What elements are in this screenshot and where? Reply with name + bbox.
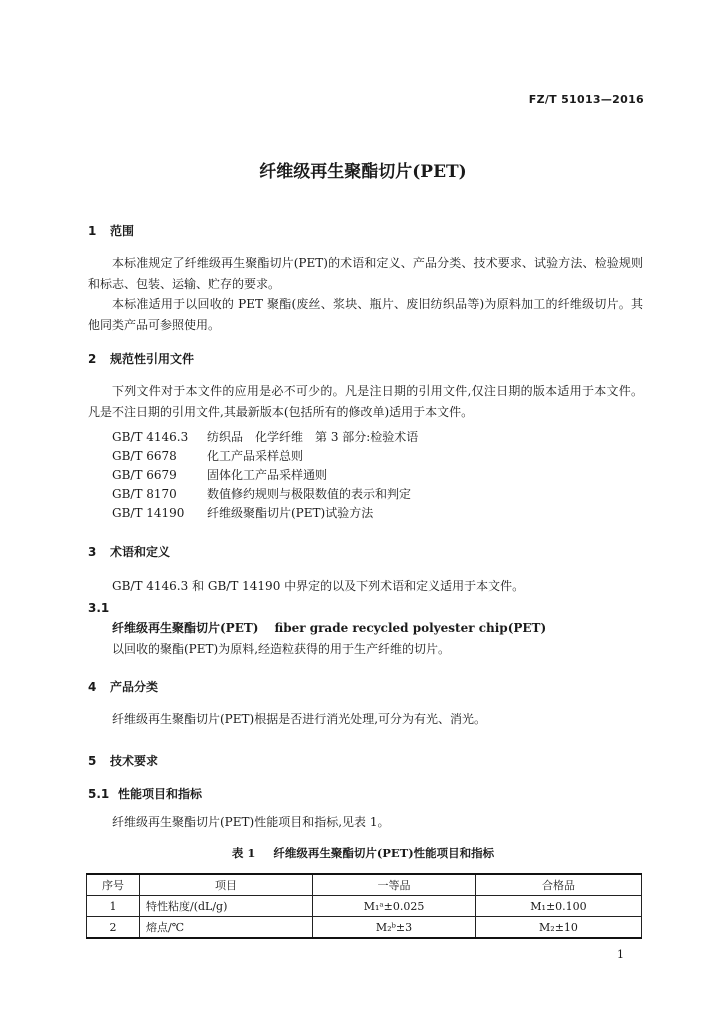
section-1-paragraph-1: 本标准规定了纤维级再生聚酯切片(PET)的术语和定义、产品分类、技术要求、试验方法、检验规则和标志、包装、运输、贮存的要求。: [88, 256, 643, 291]
term-chinese: 纤维级再生聚酯切片(PET): [112, 621, 259, 635]
table-cell: M₁±0.100: [476, 896, 642, 917]
header-cell-item: 项目: [140, 874, 313, 896]
section-3-number: 3: [88, 545, 97, 559]
section-3-heading: [88, 543, 170, 560]
header-cell-first-grade: 一等品: [313, 874, 476, 896]
document-title: 纤维级再生聚酯切片(PET): [259, 162, 467, 182]
table-row: [87, 896, 642, 917]
table-caption-title: 纤维级再生聚酯切片(PET)性能项目和指标: [273, 846, 495, 860]
table-header-row: [87, 874, 642, 896]
term-definition: 以回收的聚酯(PET)为原料,经造粒获得的用于生产纤维的切片。: [112, 642, 451, 656]
table-cell: 熔点/℃: [140, 917, 313, 939]
section-2-heading: [88, 350, 194, 367]
reference-code: GB/T 8170: [112, 487, 177, 501]
reference-title: 纺织品 化学纤维 第 3 部分:检验术语: [207, 430, 419, 444]
standard-code: FZ/T 51013—2016: [528, 93, 644, 106]
subsection-5-1-heading: [88, 785, 202, 802]
reference-title: 数值修约规则与极限数值的表示和判定: [207, 487, 412, 501]
term-english: fiber grade recycled polyester chip(PET): [274, 621, 547, 635]
table-caption: [0, 845, 726, 861]
reference-code: GB/T 6678: [112, 449, 177, 463]
section-3-title: 术语和定义: [110, 545, 171, 559]
section-2-title: 规范性引用文件: [110, 352, 195, 366]
section-4-heading: [88, 678, 158, 695]
subsection-3-1-number: 3.1: [88, 601, 110, 615]
section-1-heading: [88, 222, 134, 239]
section-4-paragraph-1: 纤维级再生聚酯切片(PET)根据是否进行消光处理,可分为有光、消光。: [112, 712, 487, 726]
section-5-title: 技术要求: [110, 754, 159, 768]
section-4-title: 产品分类: [110, 680, 159, 694]
table-row: [87, 917, 642, 939]
reference-title: 固体化工产品采样通则: [207, 468, 328, 482]
section-1-number: 1: [88, 224, 97, 238]
section-2-paragraph-1: 下列文件对于本文件的应用是必不可少的。凡是注日期的引用文件,仅注日期的版本适用于本文件。凡是不注日期的引用文件,其最新版本(包括所有的修改单)适用于本文件。: [88, 384, 643, 419]
performance-table: [86, 873, 642, 939]
section-5-number: 5: [88, 754, 97, 768]
reference-code: GB/T 4146.3: [112, 430, 189, 444]
section-3-paragraph-1: GB/T 4146.3 和 GB/T 14190 中界定的以及下列术语和定义适用于本文件。: [112, 579, 525, 593]
term-entry: [112, 619, 546, 636]
reference-item: [112, 466, 327, 483]
reference-item: [112, 447, 303, 464]
reference-code: GB/T 14190: [112, 506, 185, 520]
reference-title: 纤维级聚酯切片(PET)试验方法: [207, 506, 374, 520]
page-number: 1: [617, 948, 624, 961]
subsection-5-1-number: 5.1: [88, 787, 110, 801]
table-cell: M₂±10: [476, 917, 642, 939]
header-cell-index: 序号: [87, 874, 140, 896]
table-cell: 2: [87, 917, 140, 939]
reference-item: [112, 485, 411, 502]
section-2-number: 2: [88, 352, 97, 366]
table-cell: 特性粘度/(dL/g): [140, 896, 313, 917]
reference-item: [112, 504, 373, 521]
section-5-heading: [88, 752, 158, 769]
table-caption-number: 表 1: [231, 846, 256, 860]
reference-item: [112, 428, 418, 445]
section-4-number: 4: [88, 680, 97, 694]
table-cell: M₂ᵇ±3: [313, 917, 476, 939]
reference-code: GB/T 6679: [112, 468, 177, 482]
subsection-5-1-title: 性能项目和指标: [118, 787, 203, 801]
table-cell: M₁ᵃ±0.025: [313, 896, 476, 917]
table-cell: 1: [87, 896, 140, 917]
section-1-paragraph-2: 本标准适用于以回收的 PET 聚酯(废丝、浆块、瓶片、废旧纺织品等)为原料加工的纤维级切片。其他同类产品可参照使用。: [88, 297, 643, 332]
reference-title: 化工产品采样总则: [207, 449, 304, 463]
section-5-paragraph-1: 纤维级再生聚酯切片(PET)性能项目和指标,见表 1。: [112, 815, 390, 829]
header-cell-qualified-grade: 合格品: [476, 874, 642, 896]
section-1-title: 范围: [110, 224, 135, 238]
